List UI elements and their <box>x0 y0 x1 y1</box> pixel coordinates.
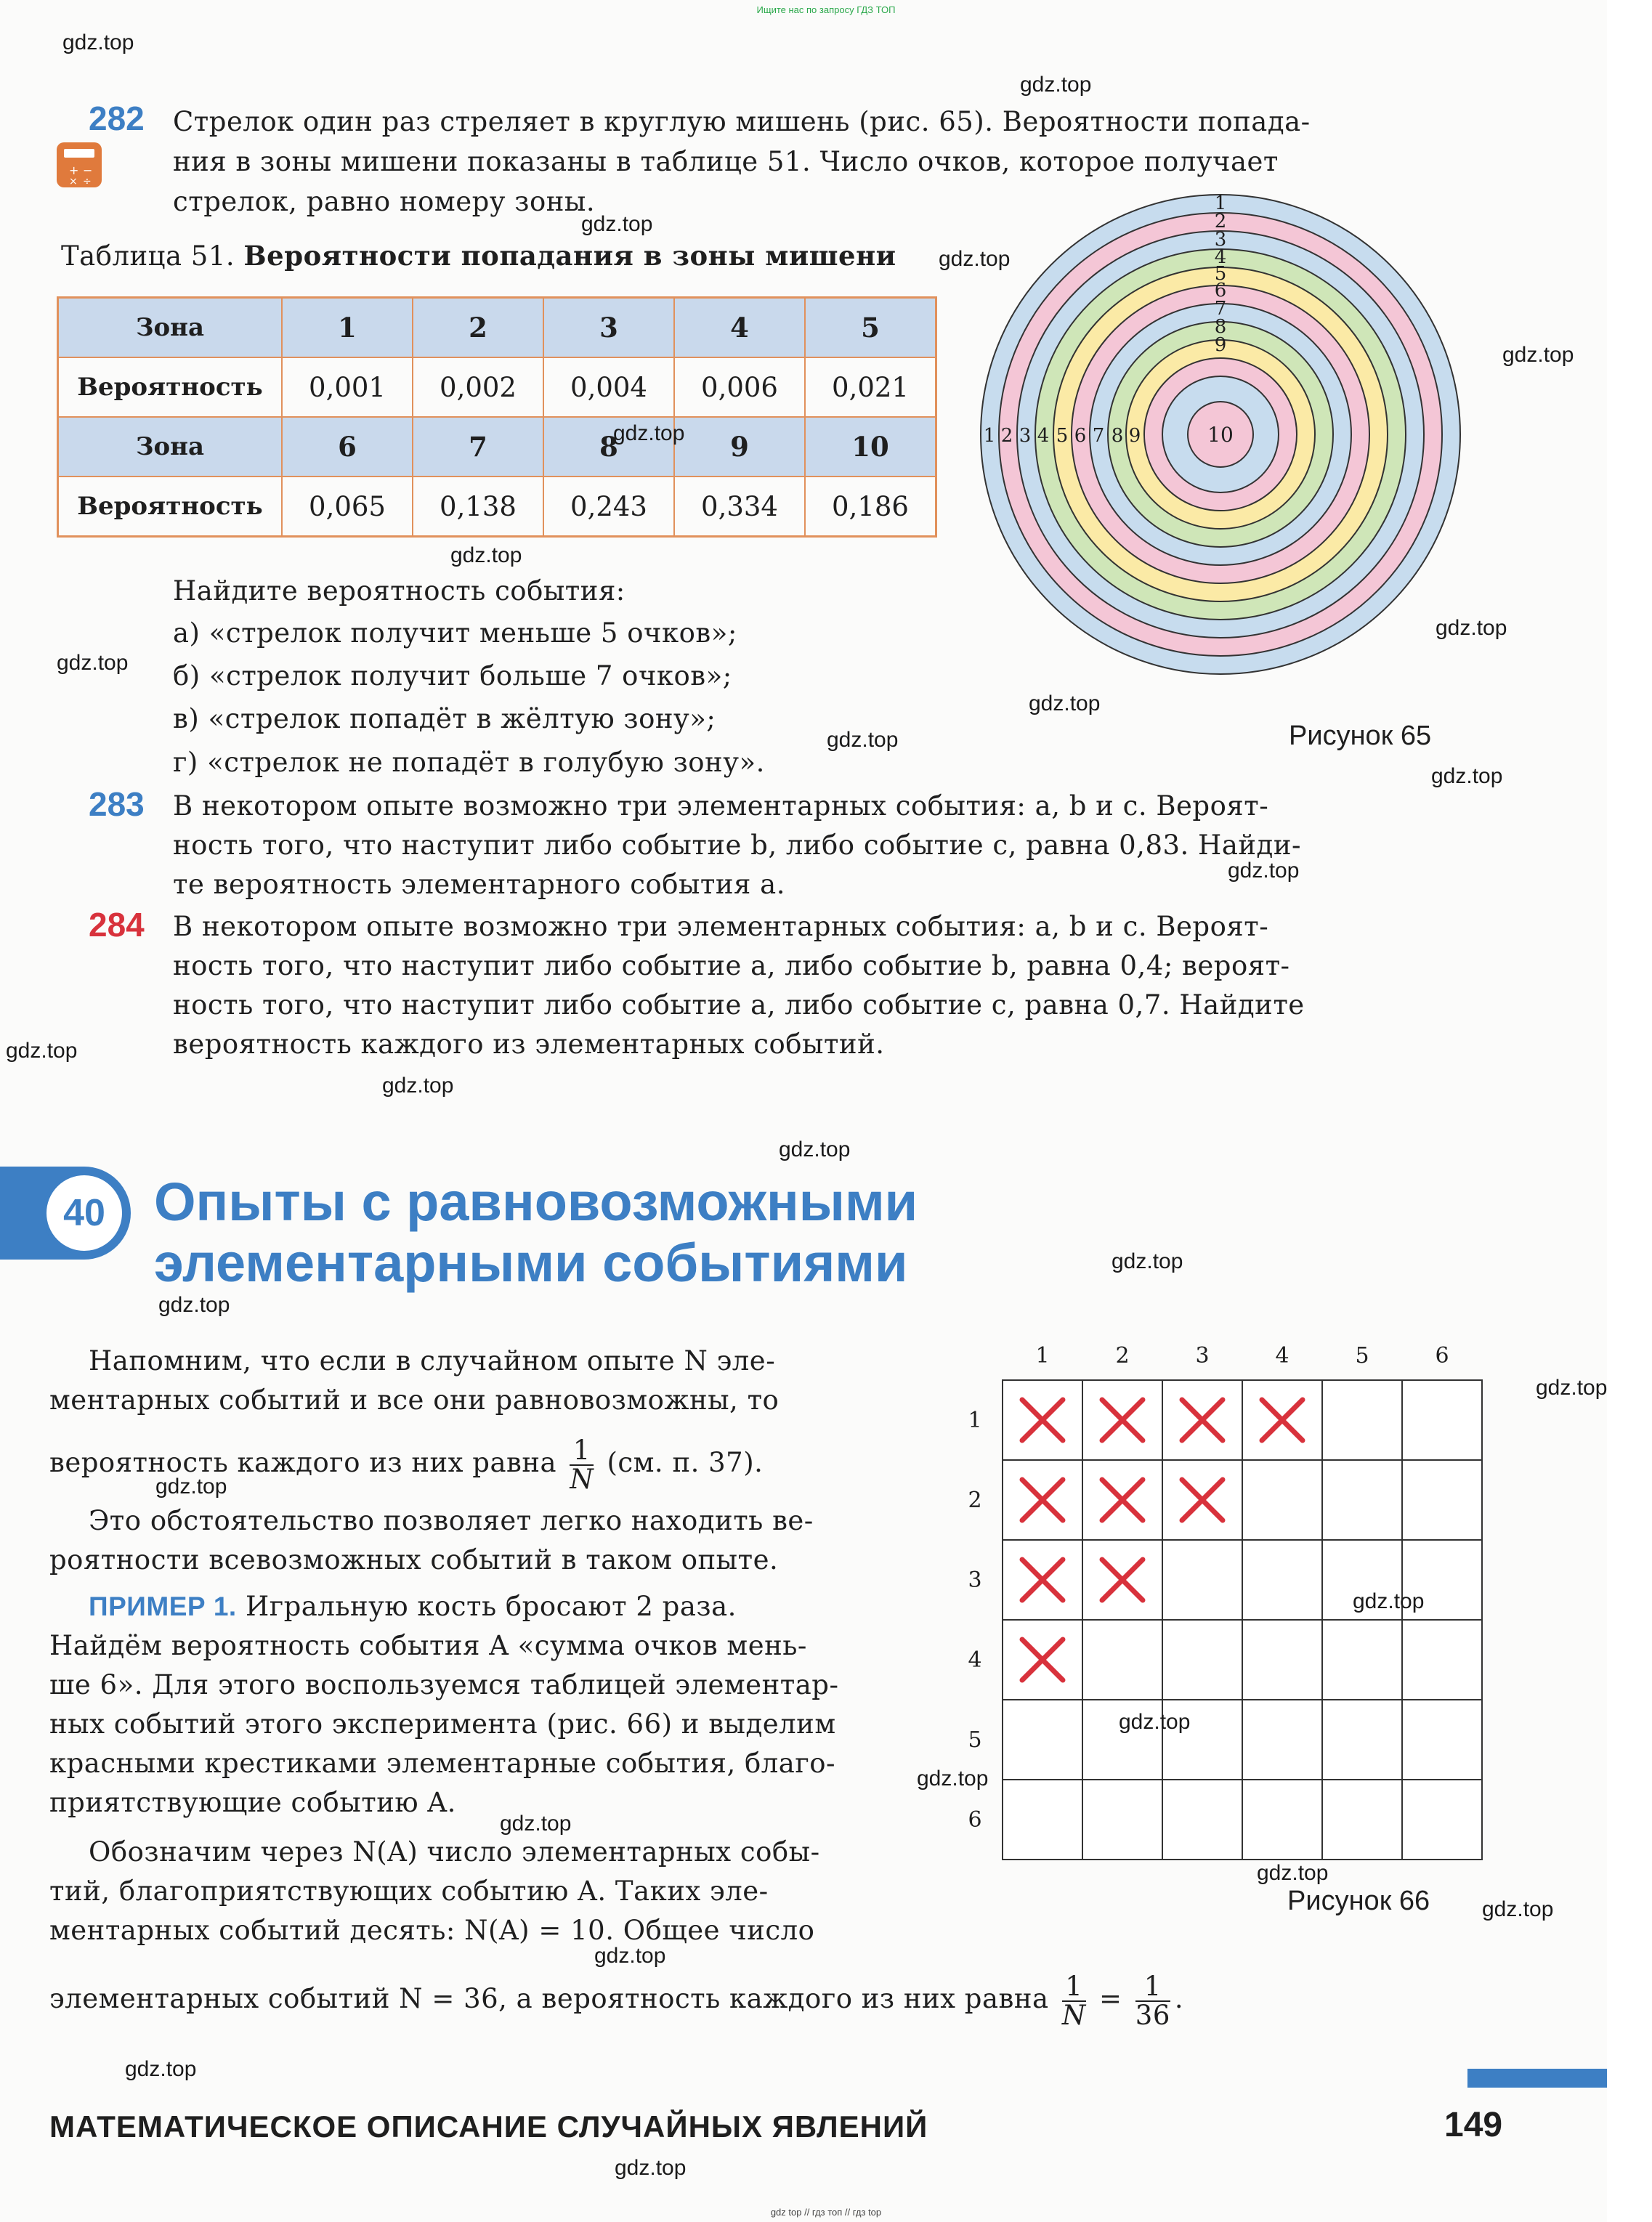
body-p3-line-2: тий, благоприятствующих событию A. Таких эле- <box>49 1876 769 1907</box>
sentence-end: . <box>1174 1983 1184 2014</box>
watermark: gdz.top <box>1029 692 1101 715</box>
grid-column-label: 3 <box>1195 1343 1210 1369</box>
grid-column-label: 1 <box>1035 1343 1050 1369</box>
watermark: gdz.top <box>62 31 134 54</box>
grid-cell <box>1322 1460 1402 1540</box>
problem-282-line-1: Стрелок один раз стреляет в круглую мишень (рис. 65). Вероятности попада- <box>173 106 1311 137</box>
body-p2-line-2: роятности всевозможных событий в таком опыте. <box>49 1544 779 1576</box>
grid-cell <box>1003 1700 1082 1780</box>
body-p1-line-2: ментарных событий и все они равновозможны, то <box>49 1384 780 1416</box>
svg-text:+: + <box>69 163 79 177</box>
watermark: gdz.top <box>1482 1897 1554 1921</box>
problem-284-line-1: В некотором опыте возможно три элементарных события: a, b и c. Вероят- <box>173 911 1269 942</box>
grid-cell <box>1322 1620 1402 1700</box>
example-line-3: ше 6». Для этого воспользуемся таблицей элементар- <box>49 1669 839 1700</box>
footer-title: МАТЕМАТИЧЕСКОЕ ОПИСАНИЕ СЛУЧАЙНЫХ ЯВЛЕНИЙ <box>49 2109 928 2144</box>
watermark: gdz.top <box>450 543 522 567</box>
zone-cell: 2 <box>413 298 543 358</box>
watermark: gdz.top <box>57 651 129 675</box>
table-row-zones-1 <box>58 298 936 358</box>
watermark: gdz.top <box>1353 1589 1425 1613</box>
body-p2-line-1: Это обстоятельство позволяет легко находить ве- <box>89 1505 814 1536</box>
problem-283-line-1: В некотором опыте возможно три элементарных события: a, b и c. Вероят- <box>173 790 1269 822</box>
zone-cell: 8 <box>543 417 674 477</box>
zone-label-left: 4 <box>1037 425 1050 447</box>
grid-row-label: 5 <box>968 1727 982 1753</box>
grid-cell <box>1402 1780 1482 1860</box>
zone-label: Зона <box>58 298 283 358</box>
watermark: gdz.top <box>1436 616 1507 640</box>
problem-282-question: Найдите вероятность события: <box>173 575 625 607</box>
watermark: gdz.top <box>158 1293 230 1317</box>
watermark: gdz.top <box>917 1767 989 1791</box>
figure-66-caption: Рисунок 66 <box>1287 1886 1430 1916</box>
grid-row-label: 1 <box>968 1408 982 1433</box>
grid-cell <box>1242 1780 1322 1860</box>
prob-cell: 0,186 <box>805 477 936 537</box>
body-p1-line-3-post: (см. п. 37). <box>607 1447 764 1478</box>
fraction-1-over-36 <box>1135 1970 1170 2031</box>
zone-cell: 4 <box>674 298 805 358</box>
watermark: gdz.top <box>6 1039 78 1063</box>
watermark: gdz.top <box>1536 1376 1608 1400</box>
grid-column-label: 2 <box>1115 1343 1130 1369</box>
watermark: gdz.top <box>827 728 899 752</box>
problem-284-line-3: ность того, что наступит либо событие a, либо событие c, равна 0,7. Найдите <box>173 989 1305 1021</box>
zone-label-left: 3 <box>1019 425 1032 447</box>
zone-label-left: 9 <box>1128 425 1141 447</box>
prob-cell: 0,002 <box>413 357 543 417</box>
prob-cell: 0,065 <box>282 477 413 537</box>
zone-label-left: 1 <box>983 425 996 447</box>
table-51 <box>57 296 937 538</box>
svg-text:−: − <box>83 163 93 177</box>
target-figure <box>973 187 1467 681</box>
grid-cell <box>1322 1700 1402 1780</box>
watermark: gdz.top <box>125 2057 197 2081</box>
example-label: ПРИМЕР 1. <box>89 1592 237 1621</box>
zone-label-center: 10 <box>1207 423 1234 447</box>
fraction-numerator: 1 <box>570 1437 594 1466</box>
zone-cell: 6 <box>282 417 413 477</box>
example-line-6: приятствующие событию A. <box>49 1787 456 1818</box>
problem-282-number: 282 <box>89 100 145 137</box>
zone-label-top: 5 <box>1214 263 1227 285</box>
problem-284-line-2: ность того, что наступит либо событие a, либо событие b, равна 0,4; вероят- <box>173 950 1290 981</box>
prob-cell: 0,006 <box>674 357 805 417</box>
watermark: gdz.top <box>500 1812 572 1836</box>
prob-cell: 0,004 <box>543 357 674 417</box>
example-line-5: красными крестиками элементарные события, благо- <box>49 1748 836 1779</box>
body-p3-line-1: Обозначим через N(A) число элементарных собы- <box>89 1836 820 1868</box>
grid-cell <box>1402 1460 1482 1540</box>
watermark: gdz.top <box>1119 1710 1191 1734</box>
prob-label: Вероятность <box>58 357 283 417</box>
prob-cell: 0,334 <box>674 477 805 537</box>
section-number: 40 <box>42 1171 126 1255</box>
zone-cell: 10 <box>805 417 936 477</box>
body-p3-line-3: ментарных событий десять: N(A) = 10. Общее число <box>49 1915 815 1946</box>
figure-65-caption: Рисунок 65 <box>1289 721 1432 751</box>
problem-283-line-2: ность того, что наступит либо событие b, либо событие c, равна 0,83. Найди- <box>173 830 1301 861</box>
zone-label-left: 5 <box>1056 425 1069 447</box>
grid-cell <box>1162 1780 1242 1860</box>
zone-label: Зона <box>58 417 283 477</box>
zone-label-left: 6 <box>1074 425 1087 447</box>
grid-cell <box>1322 1780 1402 1860</box>
grid-cell <box>1242 1460 1322 1540</box>
zone-label-left: 2 <box>1000 425 1013 447</box>
problem-283-line-3: те вероятность элементарного события a. <box>173 869 785 900</box>
problem-282-item-d: г) «стрелок не попадёт в голубую зону». <box>173 747 765 778</box>
fraction-denominator: N <box>1061 1999 1086 2031</box>
body-p3-line-4 <box>49 1970 1183 2030</box>
watermark: gdz.top <box>1020 73 1092 97</box>
example-line-4: ных событий этого эксперимента (рис. 66) и выделим <box>49 1708 836 1740</box>
watermark: gdz.top <box>615 2156 687 2180</box>
fraction-numerator: 1 <box>1135 1973 1170 2002</box>
zone-label-top: 2 <box>1214 211 1227 232</box>
prob-cell: 0,138 <box>413 477 543 537</box>
problem-282-item-c: в) «стрелок попадёт в жёлтую зону»; <box>173 703 716 734</box>
fraction-1-over-n <box>570 1434 594 1495</box>
watermark: gdz.top <box>594 1944 666 1968</box>
zone-cell: 5 <box>805 298 936 358</box>
problem-284-number: 284 <box>89 906 145 944</box>
svg-text:÷: ÷ <box>83 176 92 187</box>
watermark: gdz.top <box>1257 1861 1329 1885</box>
grid-cell <box>1402 1700 1482 1780</box>
grid-column-label: 5 <box>1355 1343 1369 1369</box>
fraction-denominator: N <box>570 1463 594 1495</box>
prob-label: Вероятность <box>58 477 283 537</box>
problem-284-line-4: вероятность каждого из элементарных событий. <box>173 1029 885 1060</box>
zone-cell: 7 <box>413 417 543 477</box>
body-p1-line-3-pre: вероятность каждого из них равна <box>49 1447 557 1478</box>
body-p1-line-1: Напомним, что если в случайном опыте N эле- <box>89 1345 776 1376</box>
bottom-note: gdz top // гдз топ // гдз top <box>770 2207 882 2218</box>
grid-cell <box>1242 1700 1322 1780</box>
grid-cell <box>1242 1620 1322 1700</box>
prob-cell: 0,021 <box>805 357 936 417</box>
watermark: gdz.top <box>382 1074 454 1098</box>
problem-283-number: 283 <box>89 785 145 823</box>
grid-row-label: 6 <box>968 1807 982 1833</box>
grid-cell <box>1003 1780 1082 1860</box>
grid-row-label: 2 <box>968 1488 982 1513</box>
zone-cell: 1 <box>282 298 413 358</box>
svg-text:×: × <box>69 176 78 187</box>
example-line-1-text: Игральную кость бросают 2 раза. <box>245 1591 737 1622</box>
calculator-icon <box>57 142 102 187</box>
problem-282-line-2: ния в зоны мишени показаны в таблице 51. Число очков, которое получает <box>173 146 1279 177</box>
example-line-2: Найдём вероятность события A «сумма очков мень- <box>49 1630 807 1661</box>
table-row-probs-1 <box>58 357 936 417</box>
fraction-numerator: 1 <box>1062 1973 1086 2002</box>
grid-cell <box>1322 1380 1402 1460</box>
watermark: gdz.top <box>1112 1249 1183 1273</box>
top-note: Ищите нас по запросу ГДЗ ТОП <box>756 4 896 15</box>
grid-cell <box>1162 1540 1242 1620</box>
grid-cell <box>1242 1540 1322 1620</box>
zone-label-top: 7 <box>1214 298 1227 320</box>
grid-cell <box>1402 1380 1482 1460</box>
grid-row-label: 3 <box>968 1568 982 1593</box>
watermark: gdz.top <box>613 421 685 445</box>
zone-cell: 3 <box>543 298 674 358</box>
zone-label-top: 8 <box>1214 316 1227 338</box>
prob-cell: 0,001 <box>282 357 413 417</box>
watermark: gdz.top <box>581 212 653 236</box>
grid-cell <box>1402 1620 1482 1700</box>
zone-label-top: 1 <box>1214 192 1227 214</box>
watermark: gdz.top <box>939 247 1011 271</box>
grid-cell <box>1162 1620 1242 1700</box>
table-51-caption-prefix: Таблица 51. <box>61 240 235 272</box>
zone-label-left: 7 <box>1092 425 1105 447</box>
equals-sign: = <box>1099 1983 1122 2014</box>
table-51-caption <box>61 236 896 276</box>
example-line-1 <box>89 1586 737 1626</box>
zone-cell: 9 <box>674 417 805 477</box>
problem-282-line-3: стрелок, равно номеру зоны. <box>173 186 596 217</box>
watermark: gdz.top <box>1228 859 1300 883</box>
watermark: gdz.top <box>155 1475 227 1499</box>
problem-282-item-a: а) «стрелок получит меньше 5 очков»; <box>173 617 737 649</box>
zone-label-top: 3 <box>1214 229 1227 251</box>
zone-label-top: 6 <box>1214 280 1227 301</box>
grid-cell <box>1082 1620 1162 1700</box>
problem-282-item-b: б) «стрелок получит больше 7 очков»; <box>173 660 732 692</box>
grid-row-label: 4 <box>968 1647 982 1673</box>
zone-label-left: 8 <box>1111 425 1124 447</box>
watermark: gdz.top <box>779 1138 851 1161</box>
zone-label-top: 4 <box>1214 246 1227 268</box>
grid-column-label: 4 <box>1275 1343 1289 1369</box>
watermark: gdz.top <box>1502 343 1574 367</box>
table-row-probs-2 <box>58 477 936 537</box>
table-51-caption-title: Вероятности попадания в зоны мишени <box>243 240 896 272</box>
grid-column-label: 6 <box>1435 1343 1449 1369</box>
footer-accent-bar <box>1467 2069 1607 2088</box>
prob-cell: 0,243 <box>543 477 674 537</box>
fraction-denominator: 36 <box>1135 1999 1170 2031</box>
fraction-1-over-n <box>1061 1970 1086 2031</box>
zone-label-top: 9 <box>1214 334 1227 356</box>
table-row-zones-2 <box>58 417 936 477</box>
section-title-line-2: элементарными событиями <box>154 1233 908 1293</box>
page-number: 149 <box>1444 2106 1503 2144</box>
section-title-line-1: Опыты с равновозможными <box>154 1172 918 1232</box>
watermark: gdz.top <box>1431 764 1503 788</box>
grid-cell <box>1082 1780 1162 1860</box>
body-p3-line-4-pre: элементарных событий N = 36, а вероятность каждого из них равна <box>49 1983 1049 2014</box>
